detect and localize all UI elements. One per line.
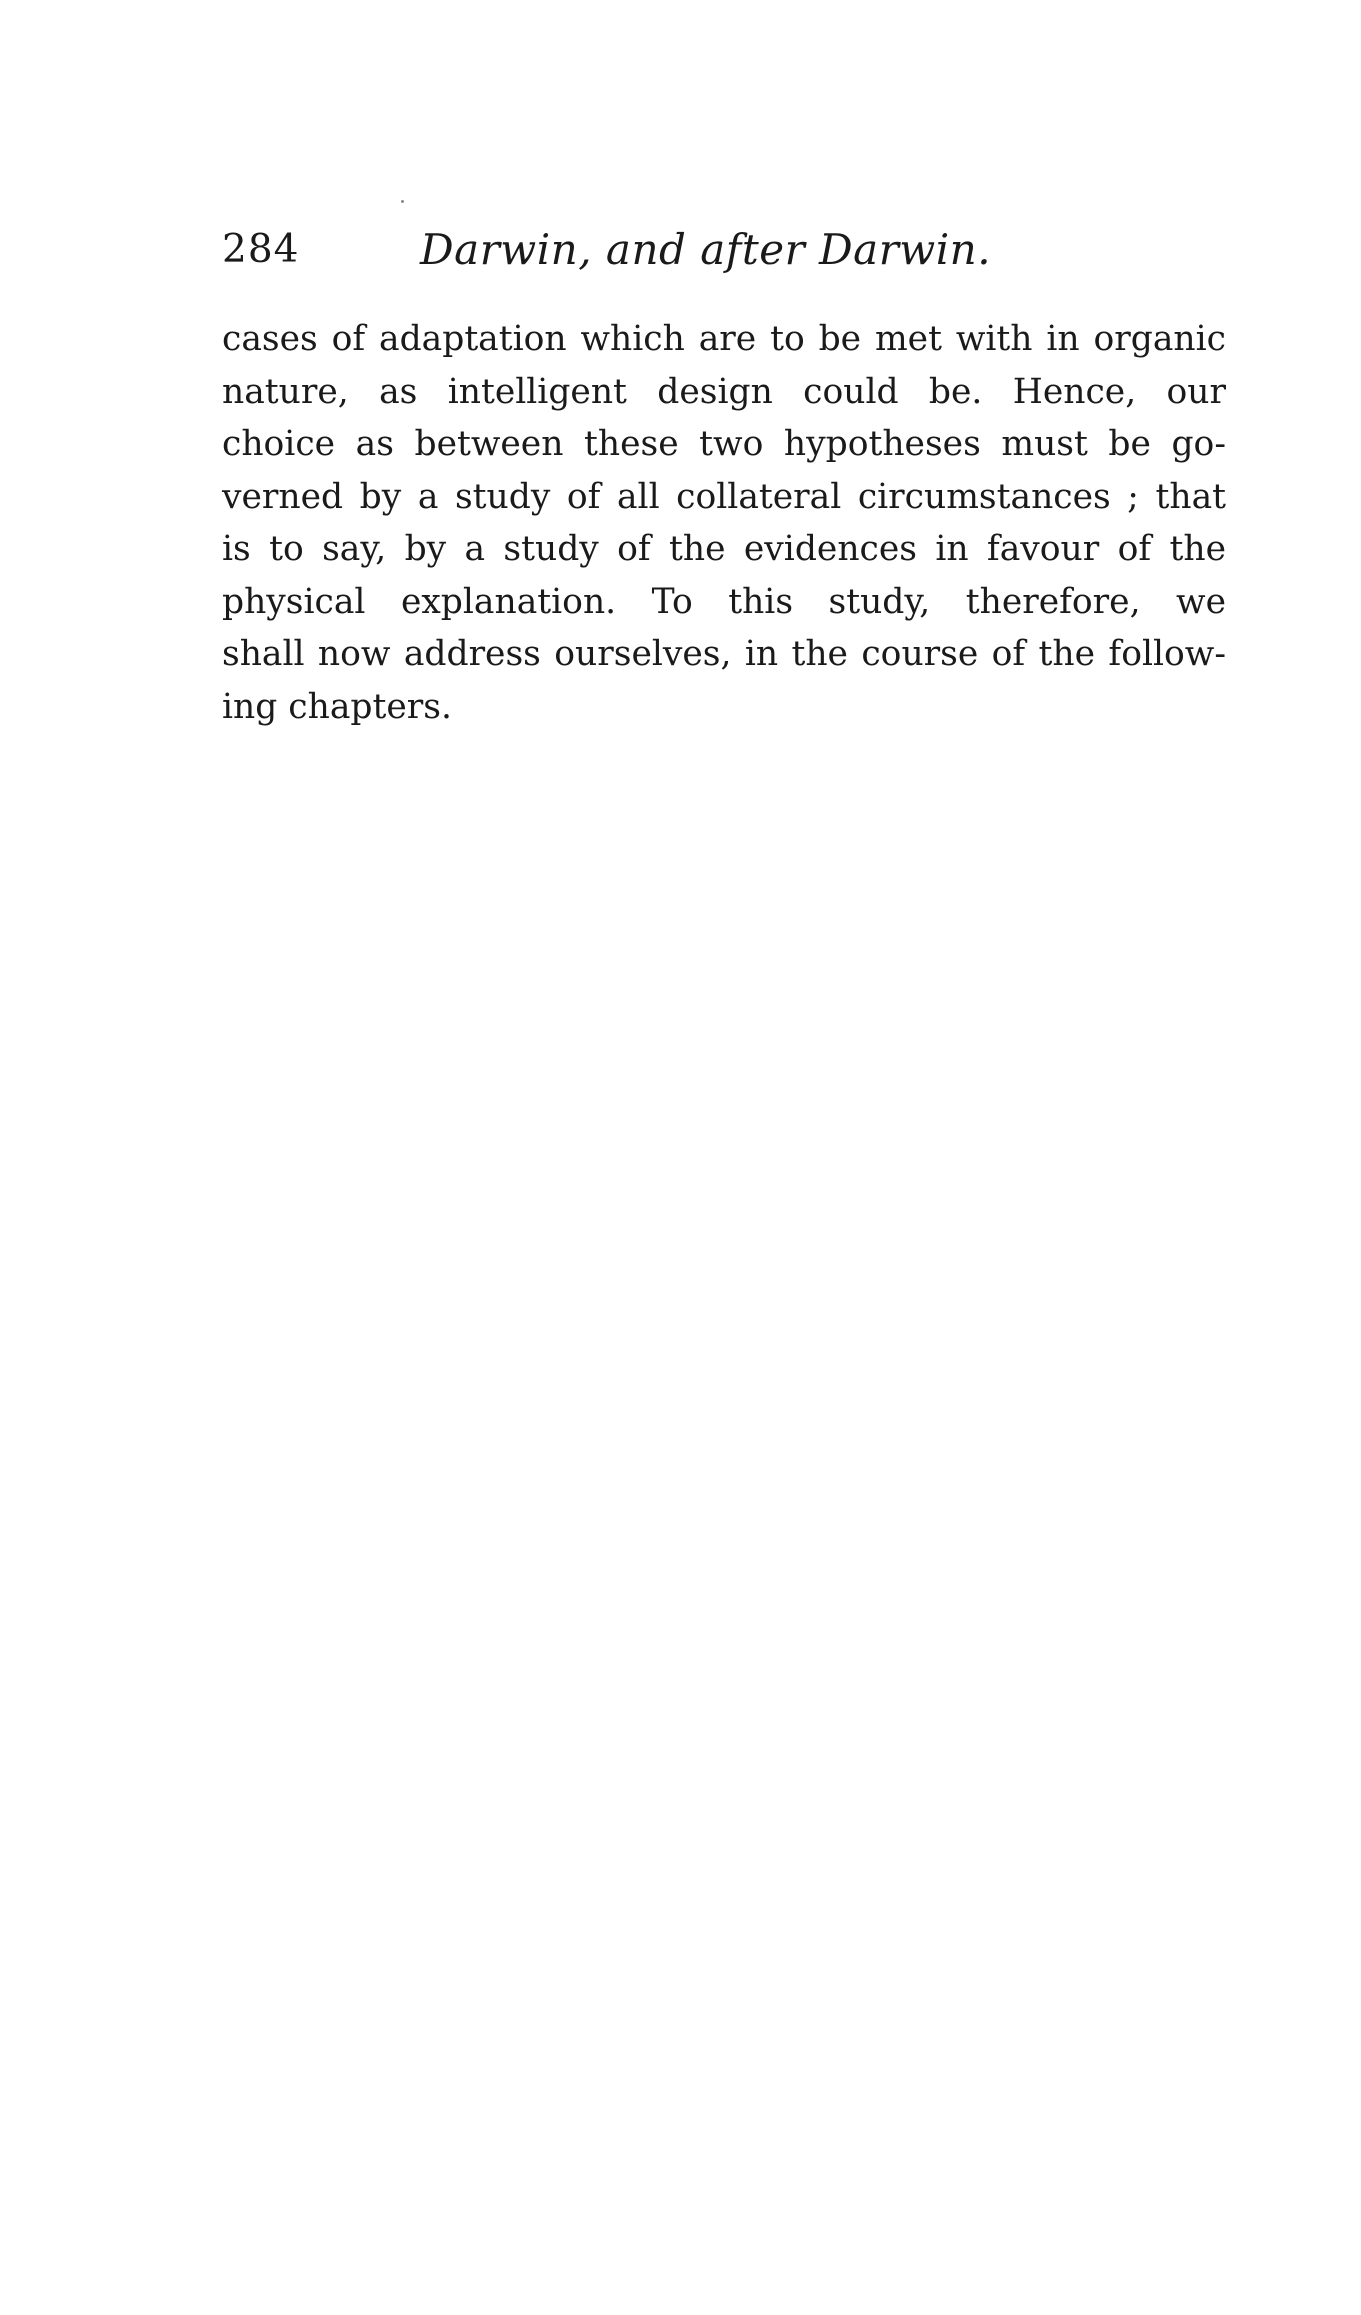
text-line: shall now address ourselves, in the course of the follow- bbox=[222, 634, 1226, 674]
text-line: verned by a study of all collateral circumstances ; that bbox=[222, 476, 1226, 517]
text-line: cases of adaptation which are to be met with in organic bbox=[222, 319, 1226, 359]
running-head bbox=[222, 218, 1226, 282]
text-line: is to say, by a study of the evidences in favour of the bbox=[222, 529, 1226, 569]
text-line: nature, as intelligent design could be. Hence, our bbox=[222, 371, 1226, 412]
print-speck bbox=[401, 200, 404, 203]
running-title: Darwin, and after Darwin. bbox=[420, 225, 992, 274]
body-paragraph bbox=[222, 313, 1226, 733]
text-line: ing chapters. bbox=[222, 686, 452, 727]
page-number: 284 bbox=[222, 227, 300, 272]
text-line: physical explanation. To this study, therefore, we bbox=[222, 581, 1226, 622]
text-line: choice as between these two hypotheses must be go- bbox=[222, 424, 1226, 464]
